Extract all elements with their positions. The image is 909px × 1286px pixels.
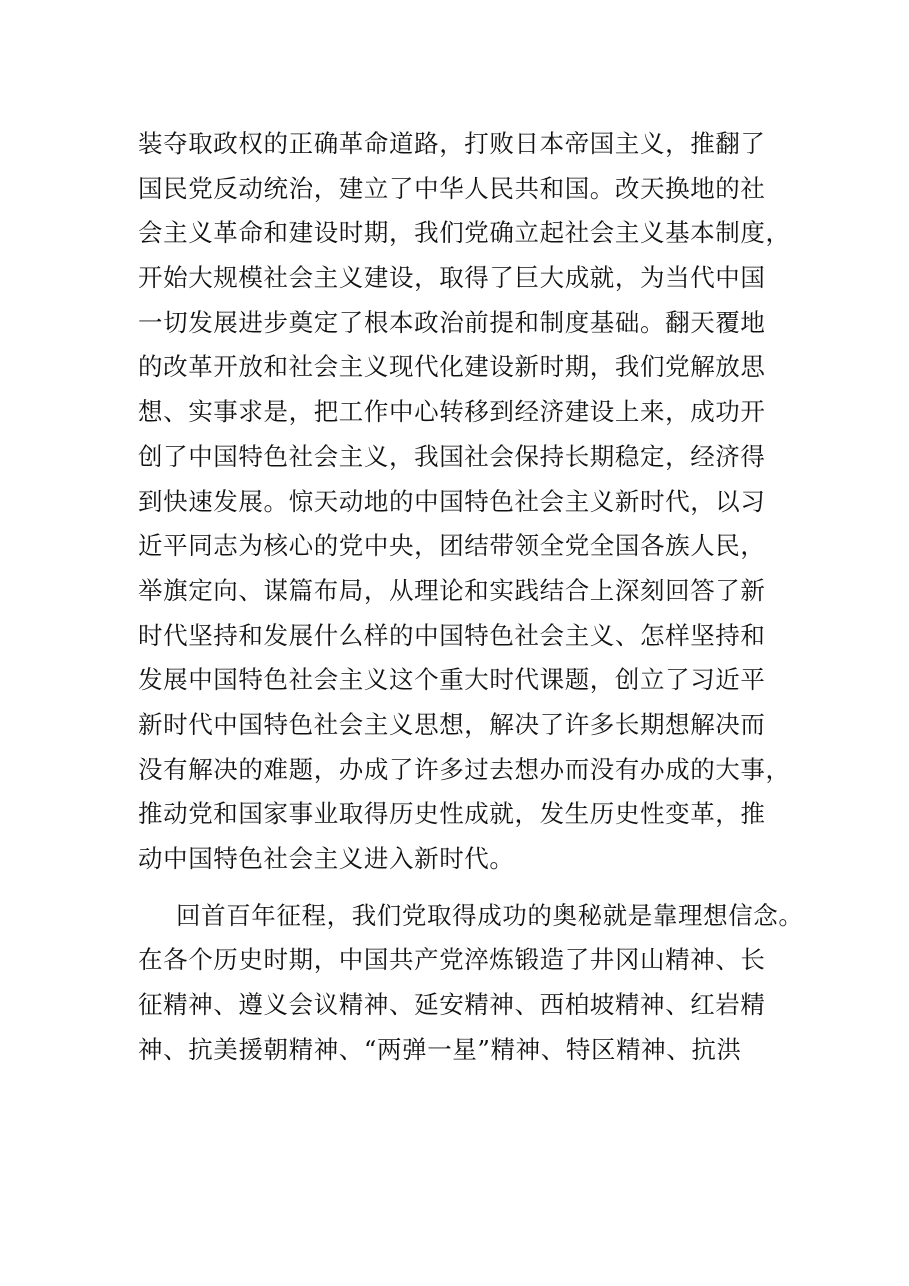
text-line: 到快速发展。惊天动地的中国特色社会主义新时代，以习 bbox=[138, 486, 766, 516]
paragraph-2 bbox=[138, 894, 804, 1073]
text-line: 推动党和国家事业取得历史性成就，发生历史性变革，推 bbox=[138, 799, 766, 829]
document-body bbox=[138, 122, 804, 1072]
text-line: 一切发展进步奠定了根本政治前提和制度基础。翻天覆地 bbox=[138, 307, 766, 337]
text-line: 新时代中国特色社会主义思想，解决了许多长期想解决而 bbox=[138, 709, 766, 739]
text-line: 回首百年征程，我们党取得成功的奥秘就是靠理想信念。 bbox=[176, 900, 804, 930]
text-line: 近平同志为核心的党中央，团结带领全党全国各族人民， bbox=[138, 531, 766, 561]
text-line: 的改革开放和社会主义现代化建设新时期，我们党解放思 bbox=[138, 352, 766, 382]
text-line: 国民党反动统治，建立了中华人民共和国。改天换地的社 bbox=[138, 173, 766, 203]
text-line: 举旗定向、谋篇布局，从理论和实践结合上深刻回答了新 bbox=[138, 575, 766, 605]
text-line: 时代坚持和发展什么样的中国特色社会主义、怎样坚持和 bbox=[138, 620, 766, 650]
text-line: 动中国特色社会主义进入新时代。 bbox=[138, 844, 515, 873]
text-line: 在各个历史时期，中国共产党淬炼锻造了井冈山精神、长 bbox=[138, 945, 766, 975]
text-line: 神、抗美援朝精神、“两弹一星”精神、特区精神、抗洪 bbox=[138, 1034, 742, 1064]
text-line: 会主义革命和建设时期，我们党确立起社会主义基本制度， bbox=[138, 218, 791, 248]
text-line: 发展中国特色社会主义这个重大时代课题，创立了习近平 bbox=[138, 665, 766, 695]
text-line: 征精神、遵义会议精神、延安精神、西柏坡精神、红岩精 bbox=[138, 990, 766, 1020]
text-line: 没有解决的难题，办成了许多过去想办而没有办成的大事， bbox=[138, 754, 791, 784]
paragraph-1 bbox=[138, 122, 791, 882]
text-line: 开始大规模社会主义建设，取得了巨大成就，为当代中国 bbox=[138, 263, 766, 293]
text-line: 创了中国特色社会主义，我国社会保持长期稳定，经济得 bbox=[138, 441, 766, 471]
text-line: 想、实事求是，把工作中心转移到经济建设上来，成功开 bbox=[138, 397, 766, 427]
paragraph-gap bbox=[138, 882, 778, 894]
text-line: 装夺取政权的正确革命道路，打败日本帝国主义，推翻了 bbox=[138, 129, 766, 158]
